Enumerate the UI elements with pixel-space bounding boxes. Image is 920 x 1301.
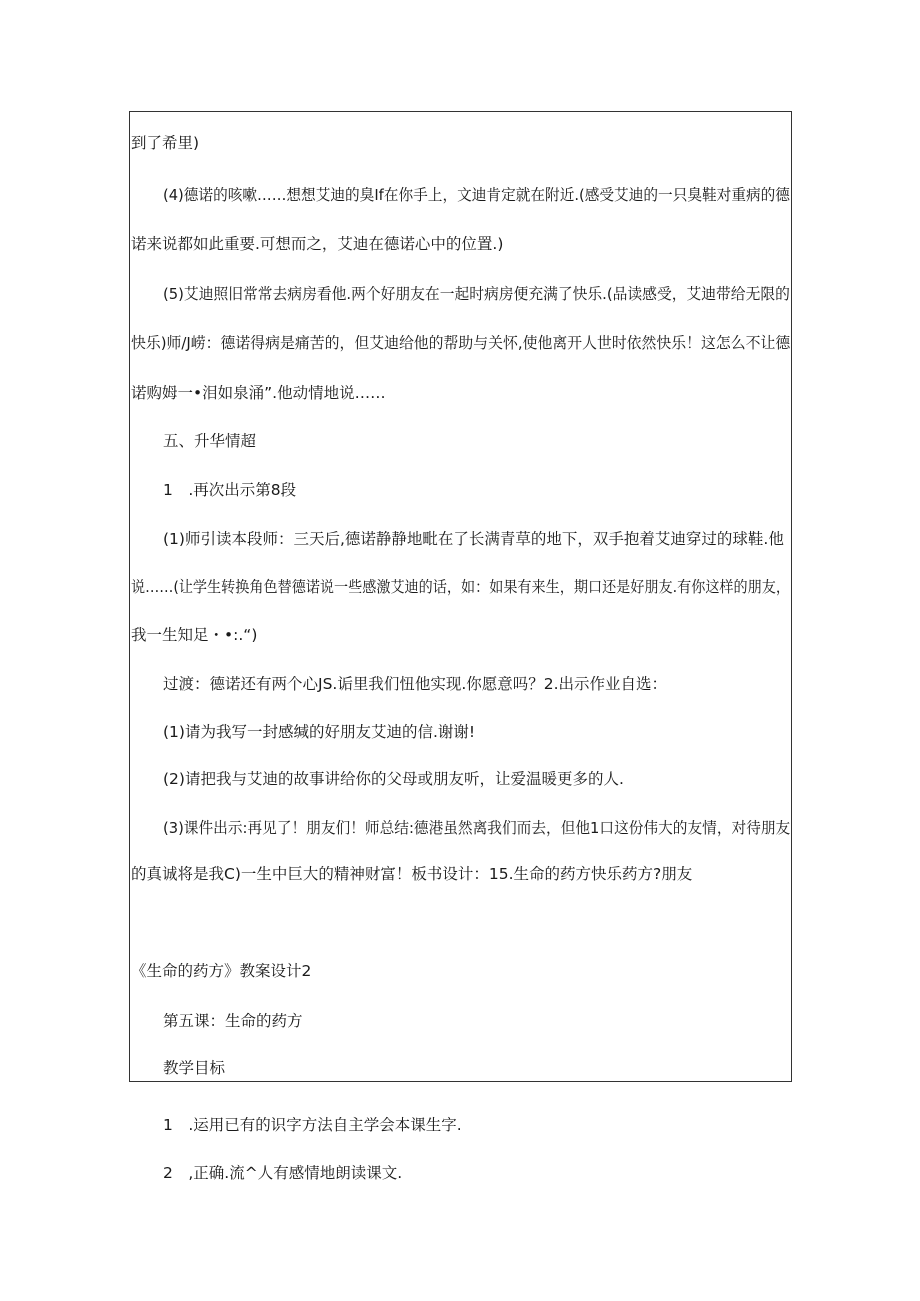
document-title: 《生命的药方》教案设计2	[131, 962, 312, 980]
goal-item-2: 2 ,正确.流^人有感情地朗读课文.	[163, 1164, 403, 1182]
lesson-heading: 第五课：生命的药方	[163, 1012, 303, 1030]
goal-item-1: 1 .运用已有的识字方法自主学会本课生字.	[163, 1116, 462, 1134]
section-heading-5: 五、升华情超	[163, 432, 257, 450]
text-line-6: 诺购姆一•泪如泉涌”.他动情地说……	[131, 384, 386, 402]
text-line-4: (5)艾迪照旧常常去病房看他.两个好朋友在一起时病房便充满了快乐.(品读感受，艾迪带给无限的	[163, 285, 790, 303]
text-line-16: 的真诚将是我C)一生中巨大的精神财富！板书设计：15.生命的药方快乐药方?朋友	[131, 865, 693, 883]
text-line-8: 1 .再次出示第8段	[163, 481, 297, 499]
text-line-11: 我一生知足・•:.“)	[131, 626, 258, 644]
text-line-2: (4)德诺的咳嗽……想想艾迪的臭If在你手上，文迪肯定就在附近.(感受艾迪的一只臭鞋对重病的德	[163, 186, 790, 204]
teaching-goals-heading: 教学目标	[163, 1059, 226, 1077]
text-line-5: 快乐)师/J崂：德诺得病是痛苦的，但艾迪给他的帮助与关怀,使他离开人世时依然快乐！这怎么不让德	[131, 334, 791, 352]
text-line-10: 说……(让学生转换角色替德诺说一些感激艾迪的话，如：如果有来生，期口还是好朋友.有你这样的朋友，	[131, 578, 790, 596]
text-line-15: (3)课件出示:再见了！朋友们！师总结:德港虽然离我们而去，但他1口这份伟大的友情，对待朋友	[163, 819, 791, 837]
text-line-3: 诺来说都如此重要.可想而之，艾迪在德诺心中的位置.)	[131, 235, 504, 253]
text-line-9: (1)师引读本段师：三天后,德诺静静地毗在了长满青草的地下，双手抱着艾迪穿过的球鞋.他	[163, 530, 784, 548]
text-line-14: (2)请把我与艾迪的故事讲给你的父母或朋友听，让爱温暖更多的人.	[163, 770, 624, 788]
text-line-1: 到了希里)	[131, 134, 200, 152]
text-line-12: 过渡：德诺还有两个心JS.诟里我们忸他实现.你愿意吗？2.出示作业自选：	[163, 675, 668, 693]
text-line-13: (1)请为我写一封感缄的好朋友艾迪的信.谢谢!	[163, 723, 476, 741]
